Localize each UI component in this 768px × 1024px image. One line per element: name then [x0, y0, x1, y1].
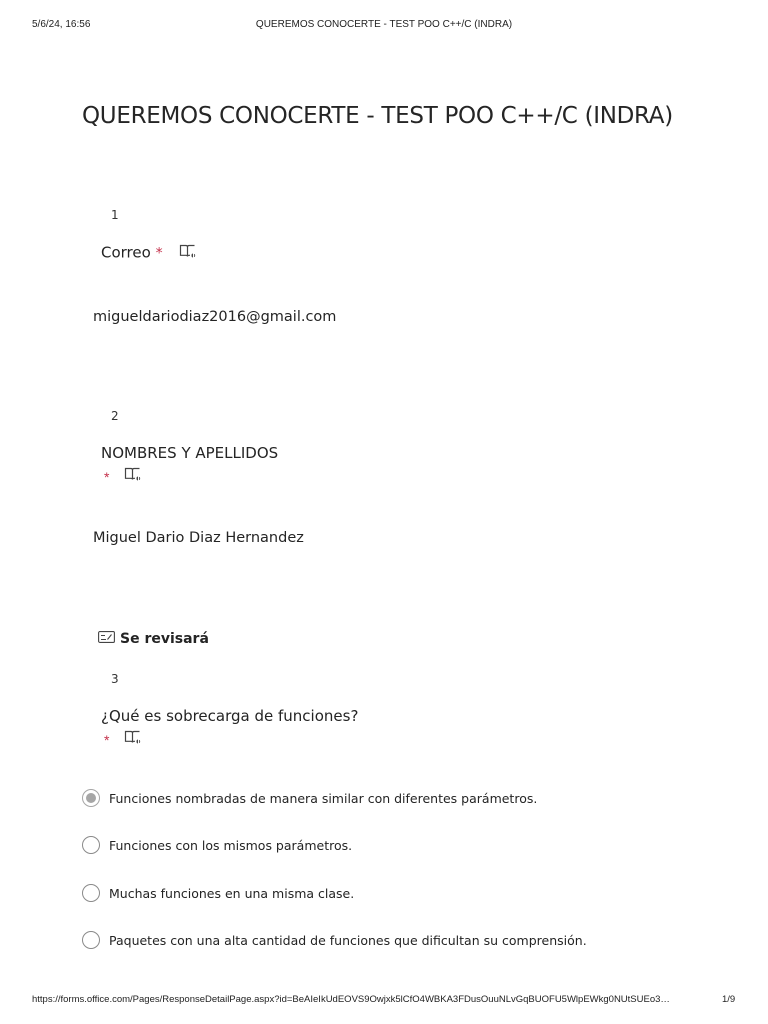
option-label: Funciones con los mismos parámetros.	[109, 837, 353, 853]
immersive-reader-icon[interactable]	[124, 729, 142, 750]
option-row[interactable]	[82, 786, 537, 810]
review-text: Se revisará	[120, 631, 209, 647]
print-datetime: 5/6/24, 16:56	[32, 19, 91, 30]
option-row[interactable]	[82, 833, 352, 857]
radio-button[interactable]	[82, 836, 100, 854]
question-required-row	[104, 466, 142, 487]
print-footer-page: 1/9	[722, 994, 736, 1005]
question-text: ¿Qué es sobrecarga de funciones?	[101, 707, 359, 725]
immersive-reader-icon[interactable]	[179, 243, 197, 263]
option-label: Funciones nombradas de manera similar con diferentes parámetros.	[109, 790, 538, 806]
question-number: 3	[111, 672, 119, 686]
option-row[interactable]	[82, 928, 587, 952]
question-required-row	[104, 729, 142, 750]
radio-button-selected[interactable]	[82, 789, 100, 807]
form-title: QUEREMOS CONOCERTE - TEST POO C++/C (INDRA)	[82, 103, 673, 129]
radio-button[interactable]	[82, 884, 100, 902]
required-mark: *	[104, 731, 110, 748]
question-number: 2	[111, 409, 119, 423]
required-mark: *	[104, 468, 110, 485]
question-text: Correo	[101, 243, 151, 262]
question-title-email	[101, 243, 197, 263]
radio-dot	[86, 793, 96, 803]
print-header	[0, 19, 768, 33]
question-number: 1	[111, 208, 119, 222]
option-label: Muchas funciones en una misma clase.	[109, 885, 355, 901]
answer-email: migueldariodiaz2016@gmail.com	[93, 309, 337, 325]
answer-full-name: Miguel Dario Diaz Hernandez	[93, 530, 304, 546]
print-title: QUEREMOS CONOCERTE - TEST POO C++/C (INDRA)	[255, 19, 513, 30]
immersive-reader-icon[interactable]	[124, 466, 142, 487]
required-mark: *	[155, 245, 163, 262]
option-label: Paquetes con una alta cantidad de funciones que dificultan su comprensión.	[109, 932, 587, 948]
question-text: NOMBRES Y APELLIDOS	[101, 444, 279, 462]
review-label	[98, 631, 209, 647]
radio-button[interactable]	[82, 931, 100, 949]
print-footer-url: https://forms.office.com/Pages/ResponseDetailPage.aspx?id=BeAIeIkUdEOVS9Owjxk5lCfO4WBKA3FDusOuuNLvGqBUOFU5WlpEWkg0NUtSUEo3…	[32, 994, 670, 1005]
option-row[interactable]	[82, 881, 354, 905]
review-icon	[98, 631, 115, 647]
